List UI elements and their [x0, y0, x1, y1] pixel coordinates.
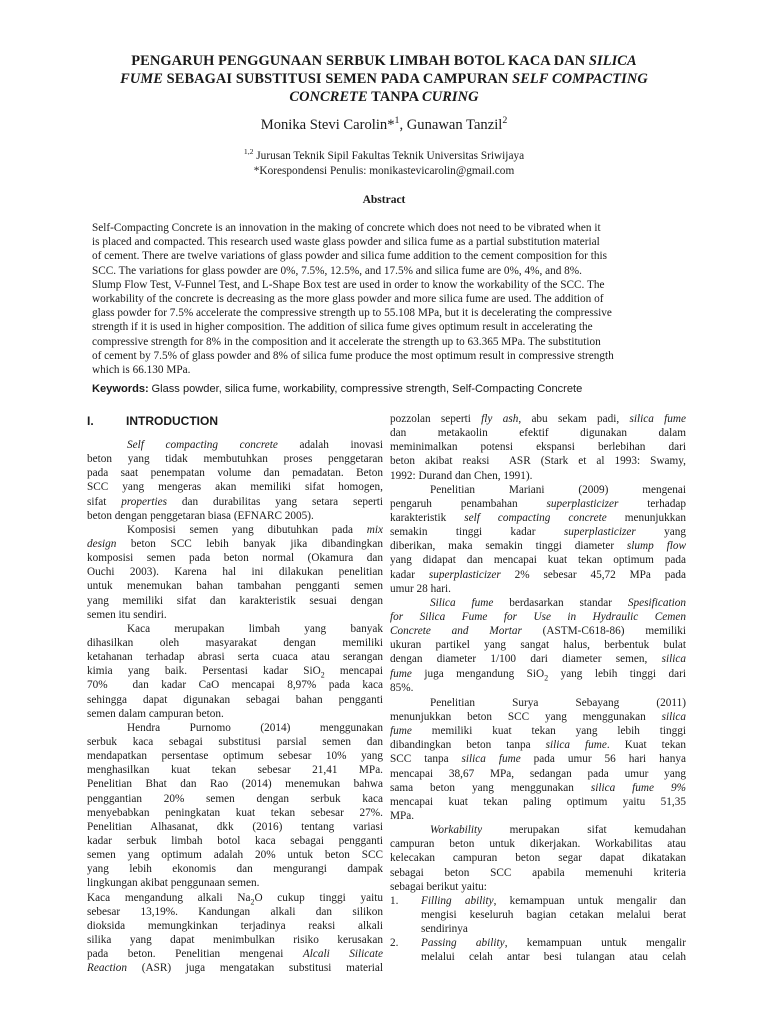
paragraph: Silica fume berdasarkan standar Spesification for Silica Fume for Use in Hydraulic Cemen Concrete and Mortar (ASTM-C618-86) memiliki ukuran partikel yang sangat halus, berbentuk bulat dengan diameter 1/100 dari diameter semen, silica fume juga mengandung SiO$_2$ yang lebih tinggi dari 85%.: [390, 596, 686, 694]
body-column-left: [87, 410, 383, 975]
abstract-heading: Abstract: [362, 194, 406, 206]
list-marker: 2.: [390, 937, 399, 950]
paragraph: Kaca merupakan limbah yang banyak dihasilkan oleh masyarakat dengan memiliki ketahanan terhadap abrasi serta cuaca atau serangan kimia yang baik. Persentasi kadar SiO$_2$ mencapai 70% dan kadar CaO mencapai 8,97% pada kaca sehingga dapat digunakan sebagai bahan pengganti semen dalam campuran beton.: [87, 622, 383, 720]
list-item: 2. Passing ability, kemampuan untuk mengalir melalui celah antar besi tulangan atau celah: [390, 937, 687, 964]
paragraph: Penelitian Mariani (2009) mengenai pengaruh penambahan superplasticizer terhadap karakteristik self compacting concrete menunjukkan semakin tinggi kadar superplasticizer yang diberikan, maka semakin tinggi diameter slump flow yang didapat dan mencapai kuat tekan optimum pada kadar superplasticizer 2% sebesar 45,72 MPa pada umur 28 hari.: [390, 483, 687, 595]
body-column-right: [390, 412, 686, 964]
title-line-3: CONCRETE TANPA CURING: [289, 89, 479, 105]
section-number: I.: [87, 413, 94, 428]
list-marker: 1.: [390, 894, 399, 907]
paragraph: Komposisi semen yang dibutuhkan pada mix design beton SCC lebih banyak jika dibandingkan komposisi semen pada beton normal (Okamura dan Ouchi 2003). Karena hal ini dilakukan penelitian untuk menemukan bahan tambahan pengganti semen yang memiliki sifat dan karakteristik sesuai dengan semen itu sendiri.: [87, 523, 383, 621]
title-line-1: PENGARUH PENGGUNAAN SERBUK LIMBAH BOTOL KACA DAN SILICA: [131, 53, 637, 69]
corresponding-author: *Korespondensi Penulis: monikastevicarolin@gmail.com: [253, 165, 515, 177]
abstract-text: Self-Compacting Concrete is an innovation in the making of concrete which does not need to be vibrated when it is placed and compacted. This research used waste glass powder and silica fume as a partial substitution material of cement. There are twelve variations of glass powder and silica fume addition to the cement composition for this SCC. The variations for glass powder are 0%, 7.5%, 12.5%, and 17.5% and silica fume are 0%, 4%, and 8%. Slump Flow Test, V-Funnel Test, and L-Shape Box test are used in order to know the workability of the SCC. The workability of the concrete is decreasing as the more glass powder and more silica fume are used. The addition of glass powder for 7.5% accelerate the compressive strength up to 55.108 MPa, but it is decelerating the compressive strength if it is used in higher composition. The addition of silica fume gives optimum result in accelerating the compressive strength for 8% in the composition and it accelerate the strength up to 63.365 MPa. The substitution of cement by 7.5% of glass powder and 8% of silica fume produce the most optimum result in compressive strength which is 66.130 MPa.: [92, 222, 614, 377]
author-list: Monika Stevi Carolin*$^1$, Gunawan Tanzil$^2$: [260, 115, 508, 133]
paragraph: Kaca mengandung alkali $Na_2O$ cukup tinggi yaitu sebesar 13,19%. Kandungan alkali dan silikon dioksida memungkinkan terjadinya reaksi alkali silika yang dapat menimbulkan risiko kerusakan pada beton. Penelitian mengenai Alcali Silicate Reaction (ASR) juga mengatakan substitusi material: [87, 891, 384, 975]
paragraph: Penelitian Surya Sebayang (2011) menunjukkan beton SCC yang menggunakan silica fume memiliki kuat tekan yang lebih tinggi dibandingkan beton tanpa silica fume. Kuat tekan SCC tanpa silica fume pada umur 56 hari hanya mencapai 38,67 MPa, sedangan pada umur yang sama beton yang menggunakan silica fume 9% mencapai kuat tekan paling optimum yaitu 51,35 MPa.: [390, 696, 686, 822]
title-line-2: FUME SEBAGAI SUBSTITUSI SEMEN PADA CAMPURAN SELF COMPACTING: [120, 71, 648, 87]
list-item: 1. Filling ability, kemampuan untuk mengalir dan mengisi keseluruh bagian cetakan melalui berat sendirinya: [390, 894, 687, 936]
paragraph: Workability merupakan sifat kemudahan campuran beton untuk dikerjakan. Workabilitas atau kelecakan campuran beton segar dapat dikatakan sebagai beton SCC apabila memenuhi kriteria sebagai berikut yaitu:: [390, 824, 686, 893]
keywords-label: Keywords:: [92, 383, 149, 395]
affiliation-institution: $^{1,2}$ Jurusan Teknik Sipil Fakultas Teknik Universitas Sriwijaya: [243, 147, 525, 162]
paragraph: Hendra Purnomo (2014) menggunakan serbuk kaca sebagai substitusi parsial semen dan mendapatkan persentase optimum sebesar 10% yang menghasilkan kuat tekan sebesar 21,41 MPa. Penelitian Bhat dan Rao (2014) menemukan bahwa penggantian 20% semen dengan serbuk kaca menyebabkan peningkatan kuat tekan sebesar 27%. Penelitian Alhasanat, dkk (2016) tentang variasi kadar serbuk limbah botol kaca sebagai pengganti semen yang optimum adalah 20% untuk beton SCC yang lebih ekonomis dan mengurangi dampak lingkungan akibat penggunaan semen.: [87, 721, 383, 890]
paragraph: pozzolan seperti fly ash, abu sekam padi, silica fume dan metakaolin efektif digunakan dalam meminimalkan potensi ekspansi berlebihan dari beton akibat reaksi ASR (Stark et al 1993: Swamy, 1992: Durand dan Chen, 1991).: [390, 413, 687, 482]
affiliation: [0, 149, 768, 179]
paper-title: [84, 52, 684, 106]
keywords: [92, 382, 682, 396]
section-title: INTRODUCTION: [126, 413, 218, 428]
section-heading: [87, 410, 383, 432]
paragraph: Self compacting concrete adalah inovasi beton yang tidak membutuhkan proses penggetaran pada saat penempatan volume dan pemadatan. Beton SCC yang mengeras akan memiliki sifat homogen, sifat properties dan durabilitas yang setara seperti beton dengan penggetaran biasa (EFNARC 2005).: [87, 439, 383, 522]
keywords-value: Glass powder, silica fume, workability, compressive strength, Self-Compacting Concrete: [151, 383, 583, 395]
